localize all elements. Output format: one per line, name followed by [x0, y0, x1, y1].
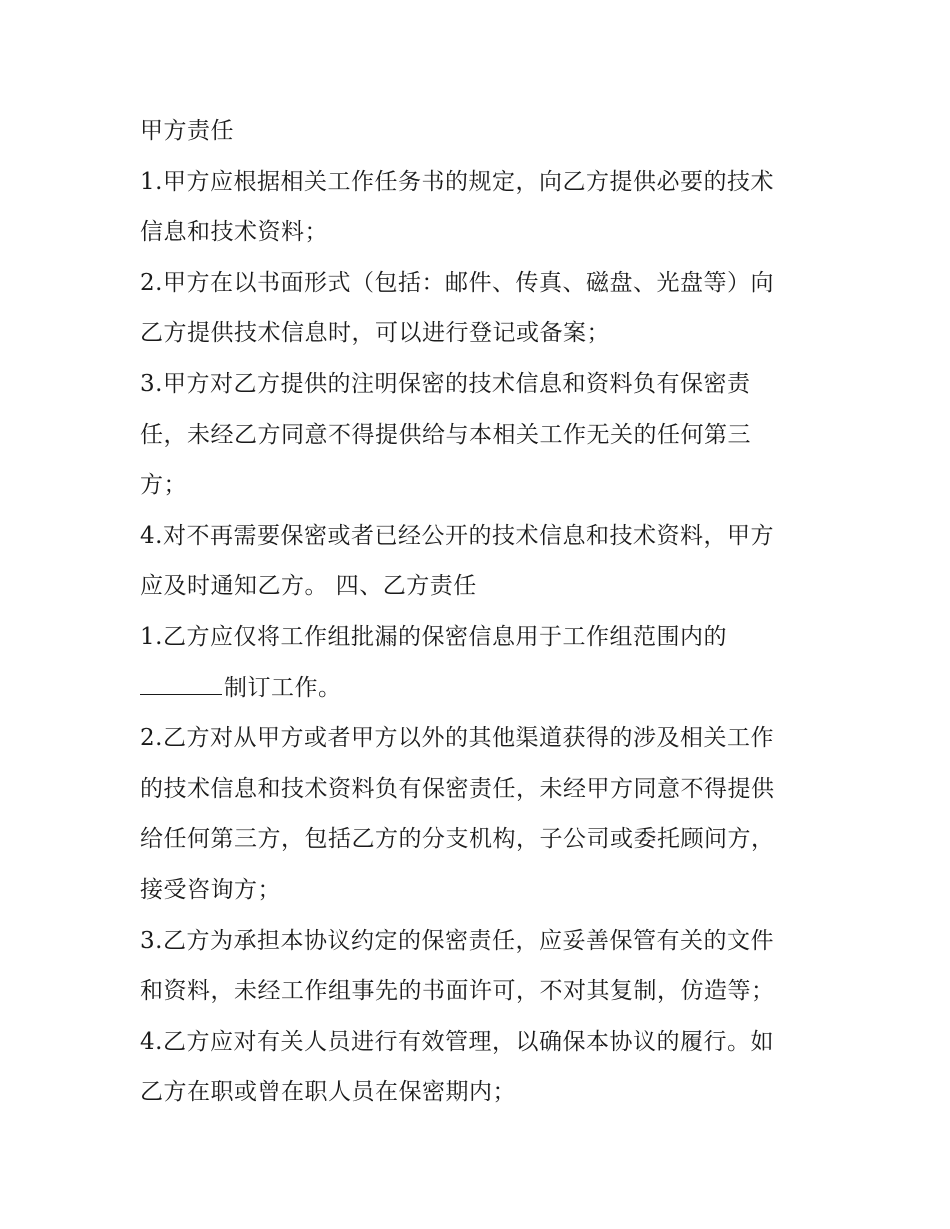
text-line: 1.甲方应根据相关工作任务书的规定，向乙方提供必要的技术: [140, 168, 774, 195]
text-line: 3.乙方为承担本协议约定的保密责任，应妥善保管有关的文件: [140, 927, 774, 954]
text-line: 的技术信息和技术资料负有保密责任，未经甲方同意不得提供: [140, 775, 775, 802]
text-line: 信息和技术资料；: [140, 219, 328, 246]
text-line: 应及时通知乙方。 四、乙方责任: [140, 573, 477, 600]
text-line: 任，未经乙方同意不得提供给与本相关工作无关的任何第三: [140, 421, 751, 448]
text-line: 4.乙方应对有关人员进行有效管理，以确保本协议的履行。如: [140, 1028, 774, 1055]
fill-in-blank: [140, 668, 222, 695]
text-line: 2.甲方在以书面形式（包括：邮件、传真、磁盘、光盘等）向: [140, 269, 774, 296]
text-line: 乙方在职或曾在职人员在保密期内；: [140, 1079, 516, 1106]
text-line: 乙方提供技术信息时，可以进行登记或备案；: [140, 320, 610, 347]
text-line: 和资料，未经工作组事先的书面许可，不对其复制，仿造等；: [140, 978, 775, 1005]
text-line: 3.甲方对乙方提供的注明保密的技术信息和资料负有保密责: [140, 370, 751, 397]
blank-line-suffix: 制订工作。: [224, 674, 342, 701]
text-line: 2.乙方对从甲方或者甲方以外的其他渠道获得的涉及相关工作: [140, 725, 774, 752]
text-line: 给任何第三方，包括乙方的分支机构，子公司或委托顾问方，: [140, 826, 775, 853]
text-line: 4.对不再需要保密或者已经公开的技术信息和技术资料，甲方: [140, 522, 774, 549]
document-body: [140, 106, 830, 1118]
text-line: 方；: [140, 472, 187, 499]
section-heading: 甲方责任: [140, 118, 234, 144]
text-line: 接受咨询方；: [140, 876, 281, 903]
text-line: 1.乙方应仅将工作组批漏的保密信息用于工作组范围内的: [140, 623, 727, 650]
blank-fill-line: [140, 663, 830, 714]
